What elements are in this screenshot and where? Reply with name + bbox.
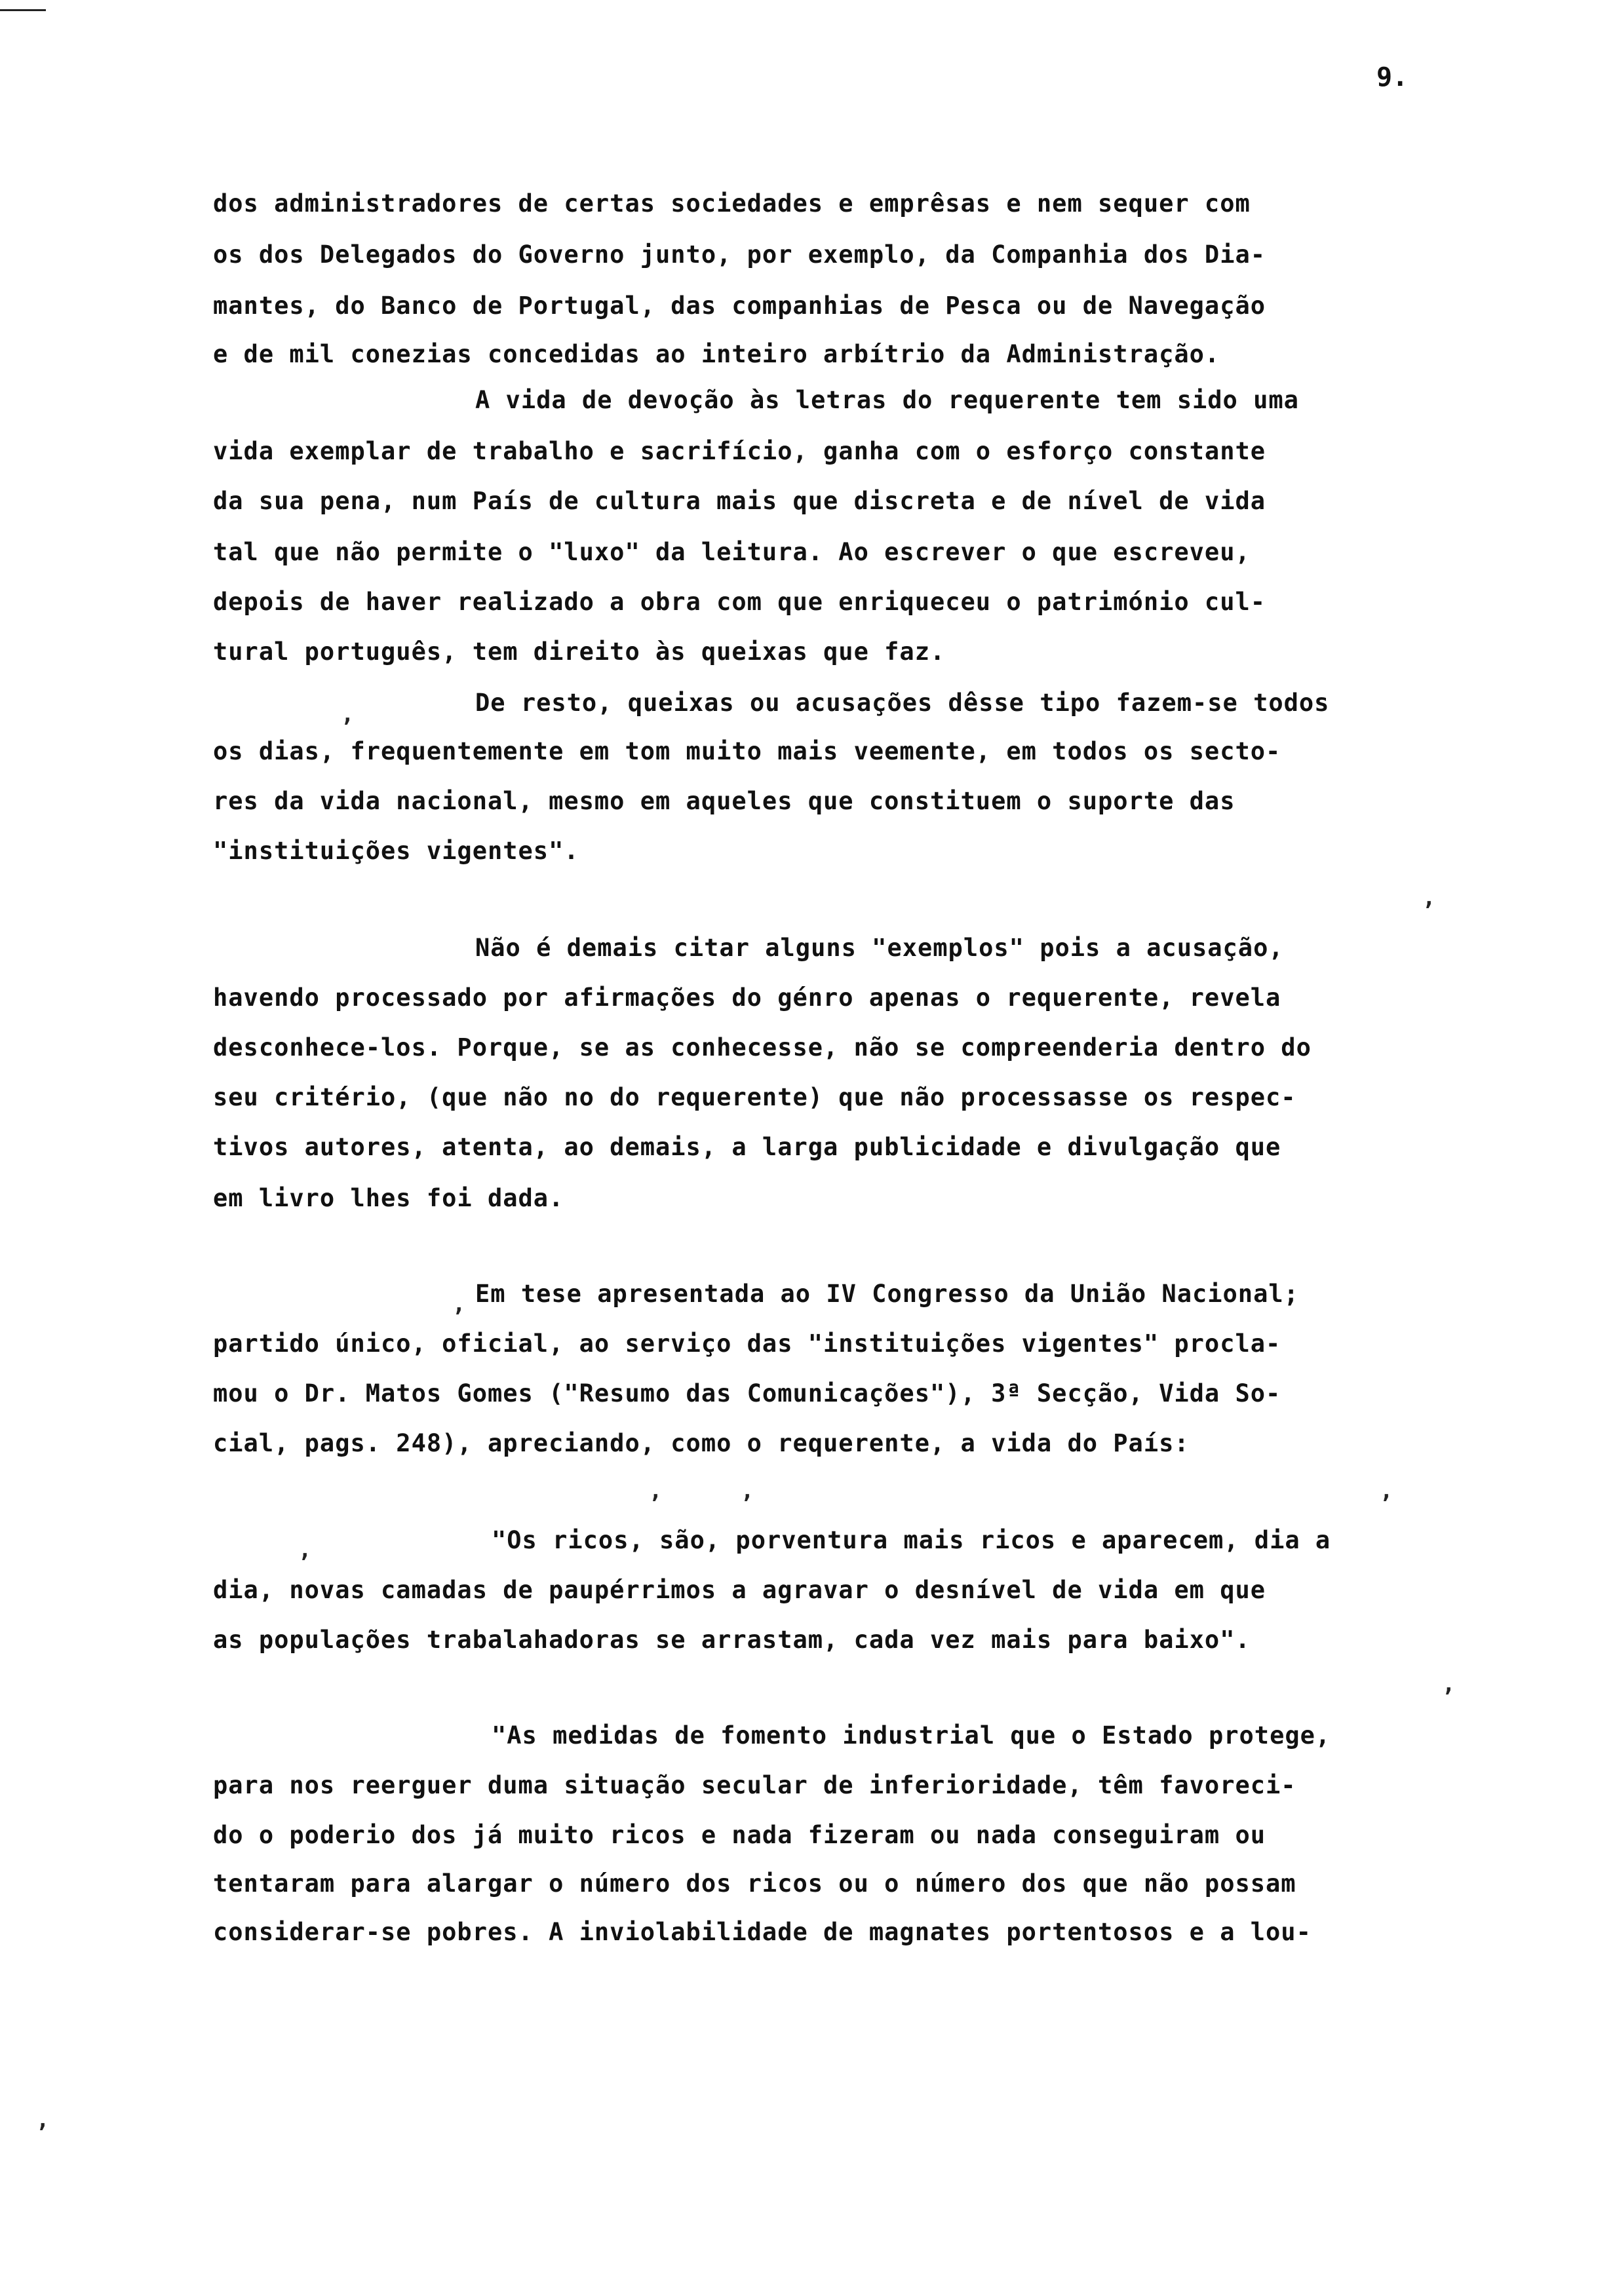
stray-mark: ,: [1380, 1478, 1393, 1504]
text-line: depois de haver realizado a obra com que enriqueceu o património cul-: [213, 588, 1266, 616]
page-number: 9.: [1376, 62, 1409, 92]
text-line: "instituições vigentes".: [213, 837, 579, 865]
text-line: res da vida nacional, mesmo em aqueles que constituem o suporte das: [213, 787, 1236, 815]
text-line: partido único, oficial, ao serviço das "instituições vigentes" procla-: [213, 1330, 1281, 1358]
text-line: da sua pena, num País de cultura mais que discreta e de nível de vida: [213, 487, 1266, 515]
text-line: vida exemplar de trabalho e sacrifício, ganha com o esforço constante: [213, 437, 1266, 465]
stray-mark: ,: [298, 1537, 312, 1563]
text-line: do o poderio dos já muito ricos e nada fizeram ou nada conseguiram ou: [213, 1821, 1266, 1849]
corner-mark: [0, 9, 46, 11]
text-line: De resto, queixas ou acusações dêsse tipo fazem-se todos: [475, 689, 1330, 717]
text-line: dia, novas camadas de paupérrimos a agravar o desnível de vida em que: [213, 1576, 1266, 1604]
text-line: "Os ricos, são, porventura mais ricos e aparecem, dia a: [492, 1526, 1331, 1554]
text-line: havendo processado por afirmações do génro apenas o requerente, revela: [213, 984, 1281, 1012]
text-line: considerar-se pobres. A inviolabilidade de magnates portentosos e a lou-: [213, 1918, 1312, 1946]
text-line: "As medidas de fomento industrial que o Estado protege,: [492, 1721, 1331, 1750]
text-line: tal que não permite o "luxo" da leitura. Ao escrever o que escreveu,: [213, 538, 1251, 566]
text-line: mantes, do Banco de Portugal, das companhias de Pesca ou de Navegação: [213, 292, 1266, 320]
text-line: Não é demais citar alguns "exemplos" pois a acusação,: [475, 934, 1284, 962]
stray-mark: ,: [36, 2107, 50, 2133]
stray-mark: ,: [741, 1478, 754, 1504]
text-line: desconhece-los. Porque, se as conhecesse, não se compreenderia dentro do: [213, 1033, 1312, 1062]
text-line: tivos autores, atenta, ao demais, a larga publicidade e divulgação que: [213, 1133, 1281, 1161]
text-line: mou o Dr. Matos Gomes ("Resumo das Comunicações"), 3ª Secção, Vida So-: [213, 1379, 1281, 1407]
text-line: tentaram para alargar o número dos ricos ou o número dos que não possam: [213, 1869, 1296, 1898]
text-line: seu critério, (que não no do requerente) que não processasse os respec-: [213, 1083, 1296, 1111]
stray-mark: ,: [452, 1291, 466, 1317]
stray-mark: ,: [649, 1478, 663, 1504]
text-line: dos administradores de certas sociedades e emprêsas e nem sequer com: [213, 189, 1251, 218]
text-line: Em tese apresentada ao IV Congresso da União Nacional;: [475, 1280, 1299, 1308]
stray-mark: ,: [341, 701, 355, 727]
text-line: em livro lhes foi dada.: [213, 1184, 564, 1212]
text-line: e de mil conezias concedidas ao inteiro arbítrio da Administração.: [213, 340, 1220, 368]
text-line: tural português, tem direito às queixas que faz.: [213, 638, 946, 666]
text-line: para nos reerguer duma situação secular de inferioridade, têm favoreci-: [213, 1771, 1296, 1799]
text-line: as populações trabalahadoras se arrastam, cada vez mais para baixo".: [213, 1626, 1251, 1654]
text-line: A vida de devoção às letras do requerente tem sido uma: [475, 386, 1299, 414]
stray-mark: ,: [1442, 1671, 1456, 1697]
stray-mark: ,: [1422, 885, 1436, 911]
text-line: cial, pags. 248), apreciando, como o requerente, a vida do País:: [213, 1429, 1190, 1457]
text-line: os dos Delegados do Governo junto, por exemplo, da Companhia dos Dia-: [213, 240, 1266, 269]
text-line: os dias, frequentemente em tom muito mais veemente, em todos os secto-: [213, 737, 1281, 765]
